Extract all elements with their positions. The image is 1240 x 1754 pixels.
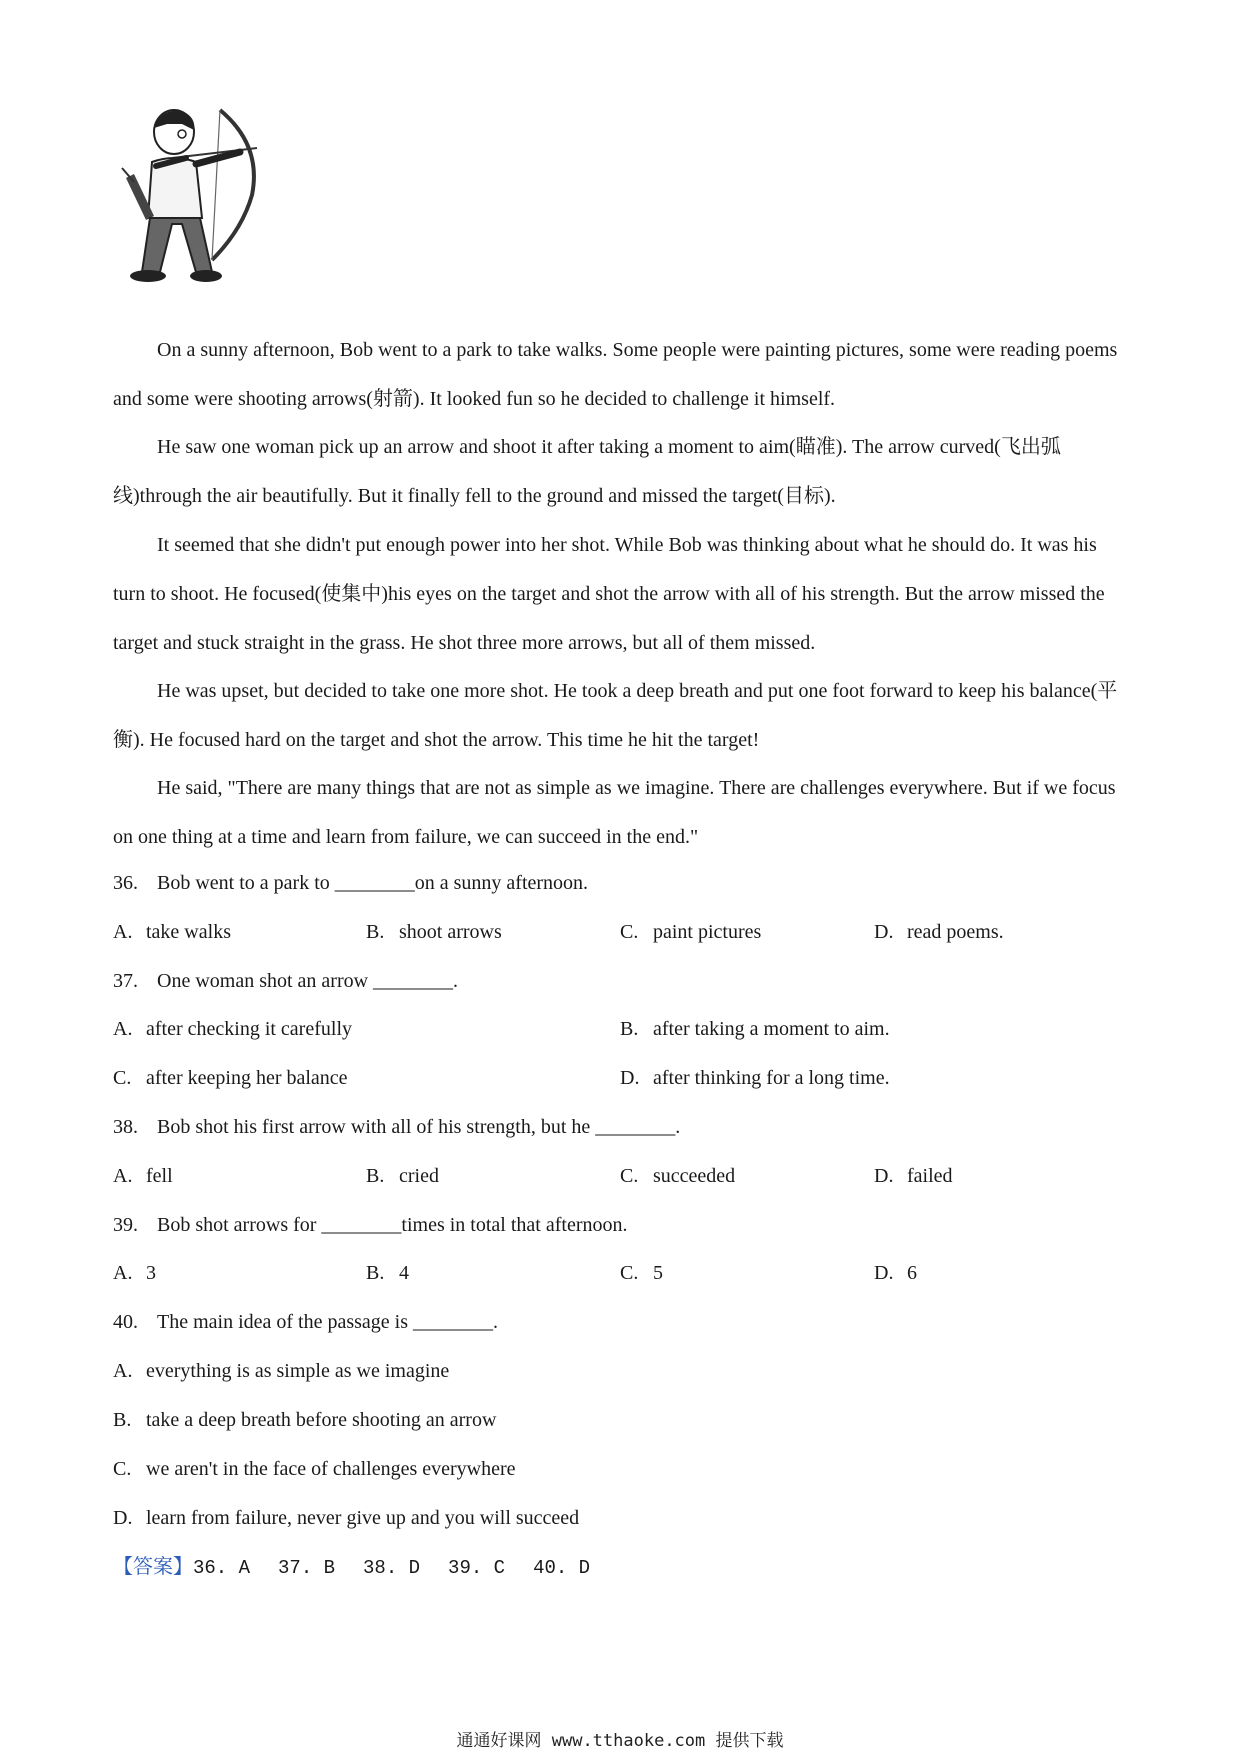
passage-paragraph-4: He was upset, but decided to take one more shot. He took a deep breath and put one foot forward to keep his balance(平衡). He focused hard on the target and shot the arrow. This time he hit the target! (113, 680, 1118, 751)
question-text: Bob went to a park to ________on a sunny afternoon. (157, 872, 589, 894)
question-text: Bob shot his first arrow with all of his strength, but he ________. (157, 1116, 681, 1138)
option-39-c: C. 5 (620, 1262, 663, 1284)
option-37-d: D. after thinking for a long time. (620, 1067, 890, 1089)
passage-paragraph-5: He said, "There are many things that are not as simple as we imagine. There are challenges everywhere. But if we focus on one thing at a time and learn from failure, we can succeed in the end." (113, 777, 1116, 848)
passage-paragraph-3: It seemed that she didn't put enough power into her shot. While Bob was thinking about what he should do. It was his turn to shoot. He focused(使集中)his eyes on the target and shot the arrow with all of his strength. But the arrow missed the target and stuck straight in the grass. He shot three more arrows, but all of them missed. (113, 534, 1105, 654)
answer-item: 39. C (448, 1557, 506, 1579)
archer-illustration (112, 100, 262, 290)
question-text: One woman shot an arrow ________. (157, 970, 459, 992)
answer-tag: 【答案】 (113, 1556, 193, 1578)
question-39 (113, 1210, 627, 1240)
question-number: 40. (113, 1311, 138, 1333)
option-39-a: A. 3 (113, 1262, 156, 1284)
answer-item: 37. B (278, 1557, 336, 1579)
question-number: 38. (113, 1116, 138, 1138)
option-38-c: C. succeeded (620, 1165, 736, 1187)
option-40-a: A. everything is as simple as we imagine (113, 1360, 450, 1382)
option-38-a: A. fell (113, 1165, 173, 1187)
question-36 (113, 868, 588, 898)
question-text: Bob shot arrows for ________times in total that afternoon. (157, 1214, 628, 1236)
option-36-d: D. read poems. (874, 921, 1004, 943)
question-38 (113, 1112, 680, 1142)
answer-key (113, 1552, 618, 1583)
option-39-b: B. 4 (366, 1262, 409, 1284)
option-37-a: A. after checking it carefully (113, 1018, 352, 1040)
question-number: 39. (113, 1214, 138, 1236)
passage-paragraph-2: He saw one woman pick up an arrow and shoot it after taking a moment to aim(瞄准). The arrow curved(飞出弧线)through the air beautifully. But it finally fell to the ground and missed the target(目标). (113, 436, 1061, 507)
answer-item: 38. D (363, 1557, 421, 1579)
option-36-c: C. paint pictures (620, 921, 762, 943)
option-40-b: B. take a deep breath before shooting an arrow (113, 1409, 497, 1431)
option-40-d: D. learn from failure, never give up and you will succeed (113, 1507, 580, 1529)
page-footer: 通通好课网 www.tthaoke.com 提供下载 (456, 1731, 784, 1751)
option-38-d: D. failed (874, 1165, 953, 1187)
question-number: 36. (113, 872, 138, 894)
option-40-c: C. we aren't in the face of challenges everywhere (113, 1458, 516, 1480)
answer-item: 36. A (193, 1557, 251, 1579)
answer-item: 40. D (533, 1557, 591, 1579)
question-40 (113, 1307, 498, 1337)
option-39-d: D. 6 (874, 1262, 917, 1284)
question-text: The main idea of the passage is ________. (157, 1311, 499, 1333)
option-36-b: B. shoot arrows (366, 921, 502, 943)
option-37-b: B. after taking a moment to aim. (620, 1018, 890, 1040)
passage-paragraph-1: On a sunny afternoon, Bob went to a park to take walks. Some people were painting pictures, some were reading poems and some were shooting arrows(射箭). It looked fun so he decided to challenge it himself. (113, 339, 1118, 410)
question-37 (113, 966, 458, 996)
option-38-b: B. cried (366, 1165, 439, 1187)
option-36-a: A. take walks (113, 921, 231, 943)
question-number: 37. (113, 970, 138, 992)
option-37-c: C. after keeping her balance (113, 1067, 348, 1089)
